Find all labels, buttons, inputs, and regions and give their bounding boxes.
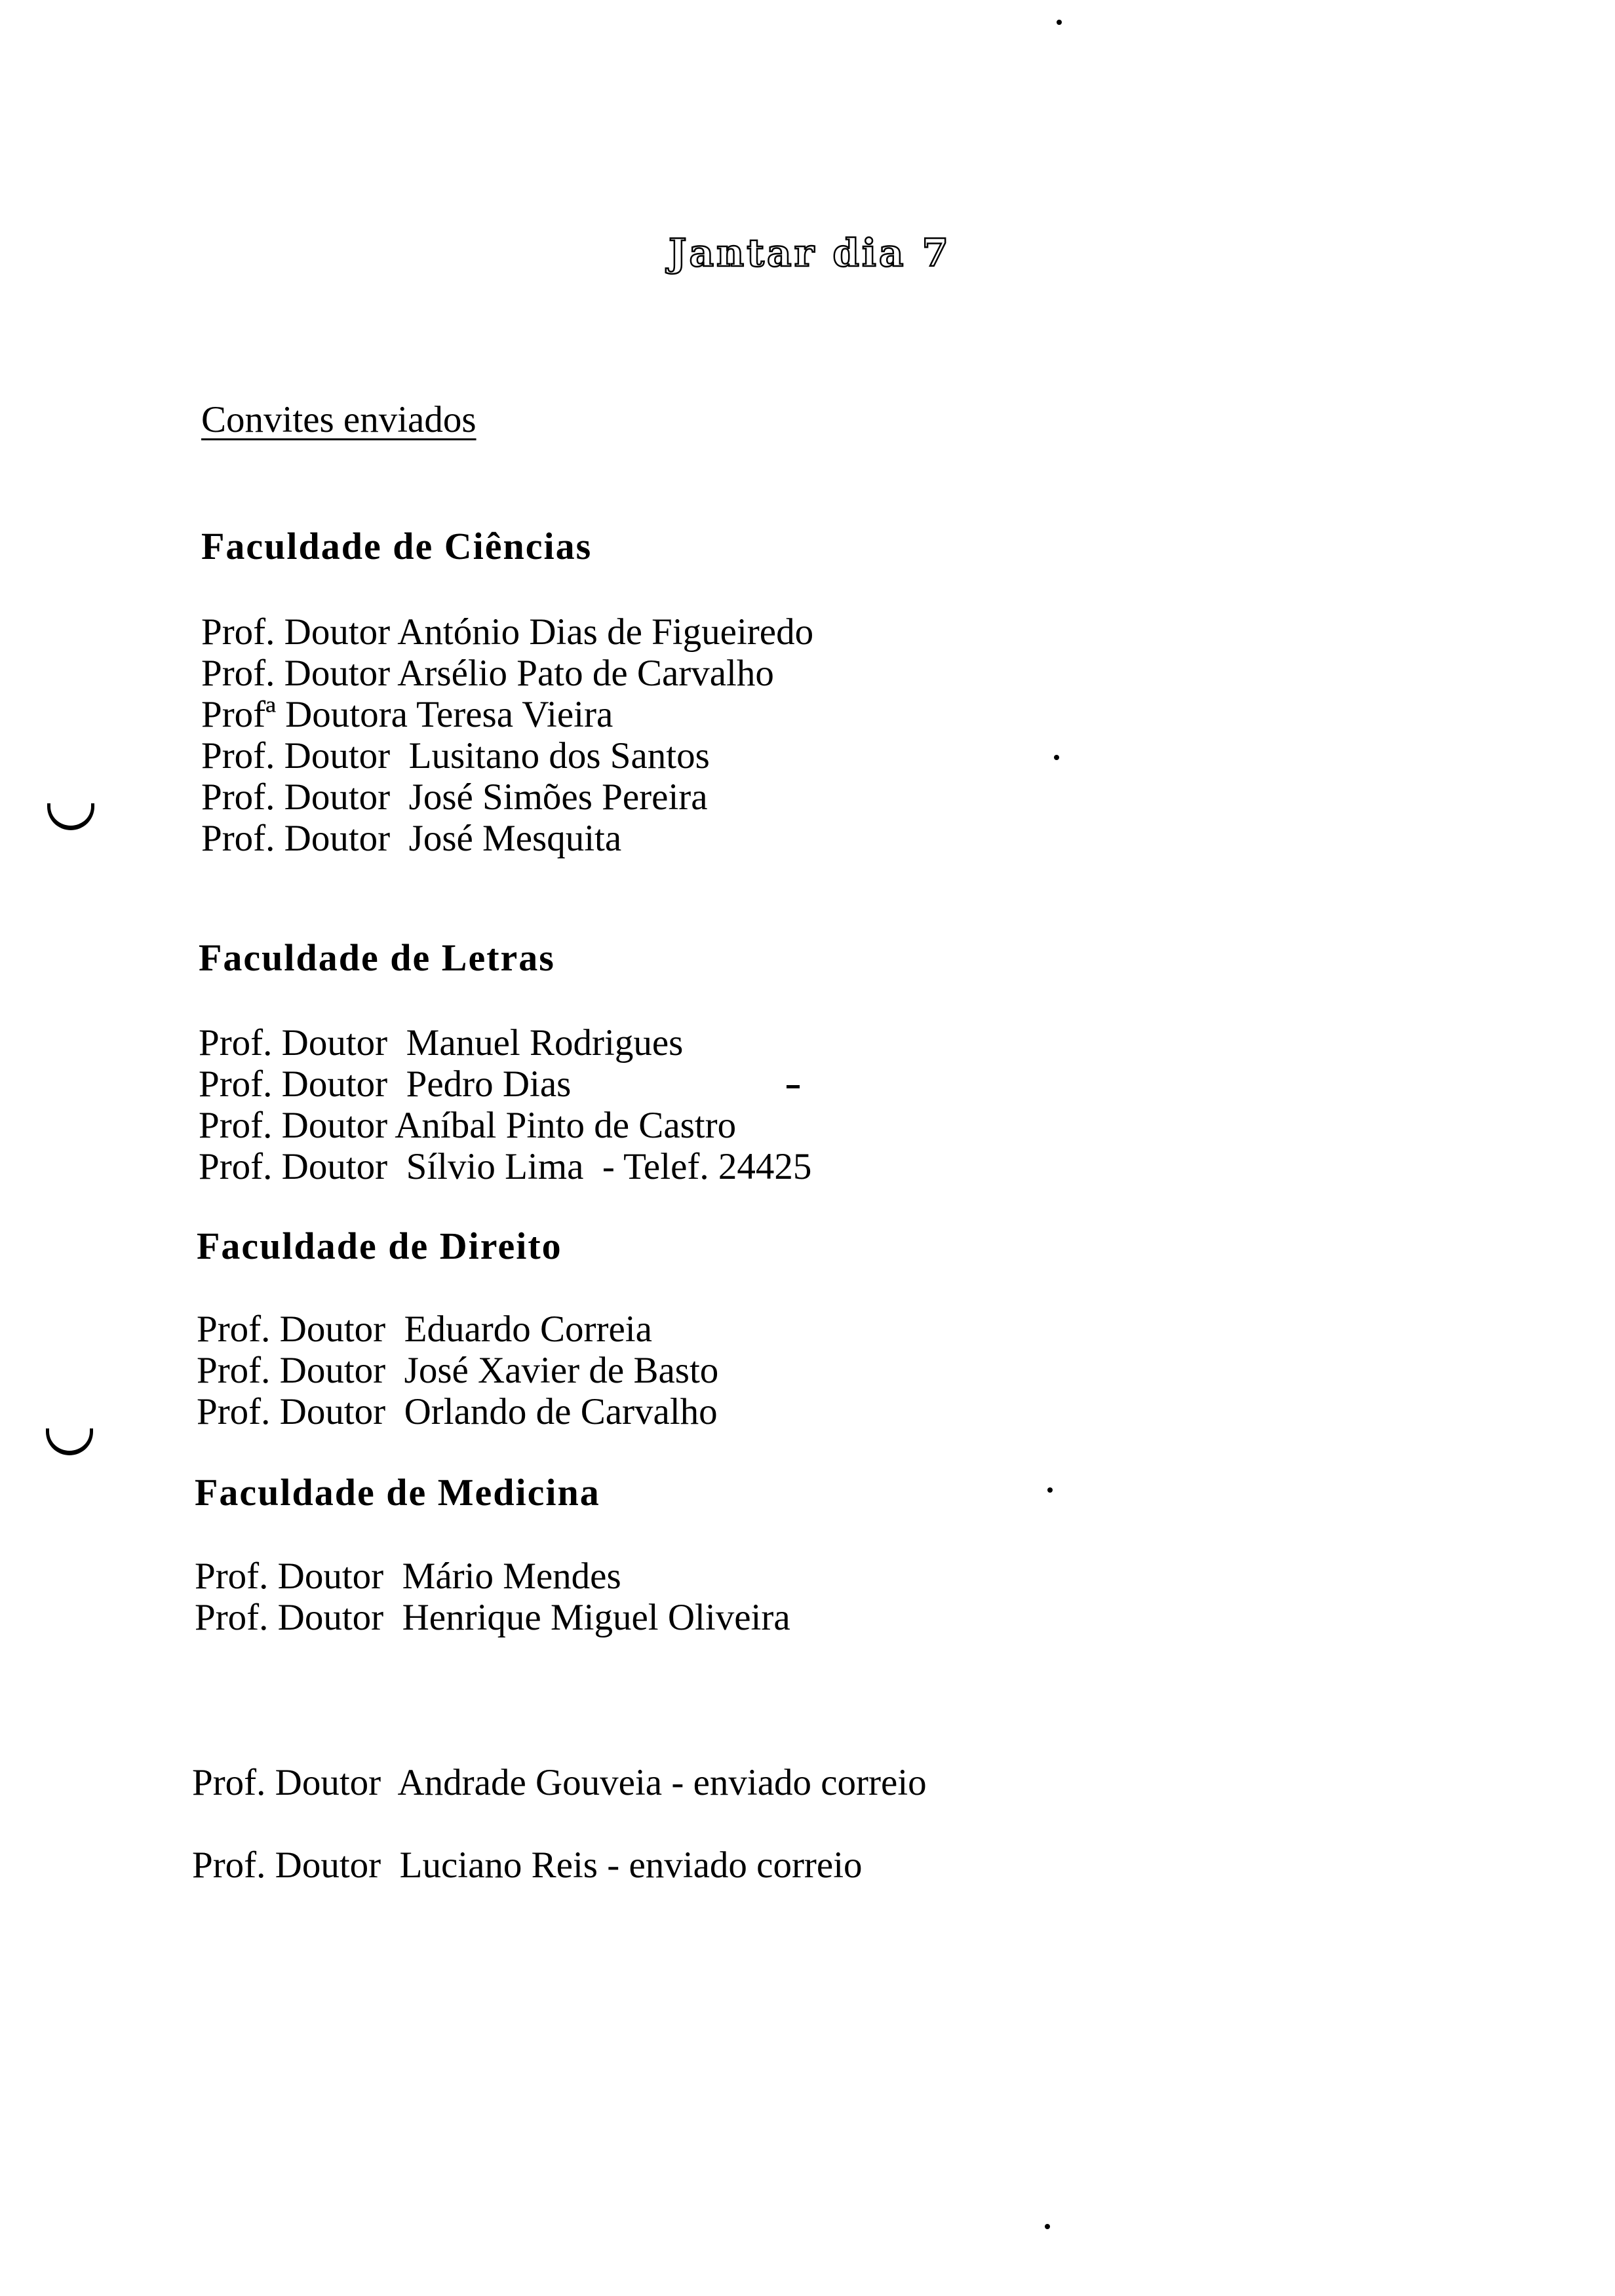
- list-item: Prof. Doutor Eduardo Correia: [197, 1309, 652, 1350]
- list-item: Prof. Doutor José Simões Pereira: [201, 776, 708, 818]
- list-item: Prof. Doutor Lusitano dos Santos: [201, 735, 710, 776]
- list-item: Prof. Doutor Manuel Rodrigues: [199, 1022, 684, 1063]
- subtitle: Convites enviados: [201, 399, 477, 440]
- punch-hole-mark: [47, 803, 94, 830]
- section-heading-medicina: Faculdade de Medicina: [195, 1471, 600, 1514]
- list-item: Prof. Doutor Orlando de Carvalho: [197, 1391, 718, 1432]
- list-item: Prof. Doutor Luciano Reis - enviado correio: [192, 1845, 863, 1886]
- list-item: Profª Doutora Teresa Vieira: [201, 694, 613, 735]
- speck-mark: [1047, 1487, 1053, 1493]
- list-item: Prof. Doutor Henrique Miguel Oliveira: [195, 1597, 790, 1638]
- list-item: Prof. Doutor Andrade Gouveia - enviado correio: [192, 1762, 927, 1803]
- section-heading-direito: Faculdade de Direito: [197, 1225, 562, 1267]
- speck-mark: [1045, 2224, 1050, 2229]
- list-item: Prof. Doutor Aníbal Pinto de Castro: [199, 1105, 737, 1146]
- list-item: Prof. Doutor Arsélio Pato de Carvalho: [201, 653, 774, 694]
- punch-hole-mark: [46, 1428, 93, 1455]
- list-item: Prof. Doutor António Dias de Figueiredo: [201, 611, 814, 653]
- list-item: Prof. Doutor Mário Mendes: [195, 1556, 621, 1597]
- dash-mark: [787, 1085, 800, 1088]
- list-item: Prof. Doutor José Xavier de Basto: [197, 1350, 719, 1391]
- list-item: Prof. Doutor José Mesquita: [201, 818, 622, 859]
- speck-mark: [1054, 755, 1059, 760]
- section-heading-letras: Faculdade de Letras: [199, 936, 555, 979]
- list-item: Prof. Doutor Pedro Dias: [199, 1063, 572, 1105]
- section-heading-ciencias: Faculdade de Ciências: [201, 525, 593, 567]
- list-item: Prof. Doutor Sílvio Lima - Telef. 24425: [199, 1146, 812, 1187]
- speck-mark: [1057, 20, 1062, 25]
- page-title: Jantar dia 7: [669, 231, 952, 275]
